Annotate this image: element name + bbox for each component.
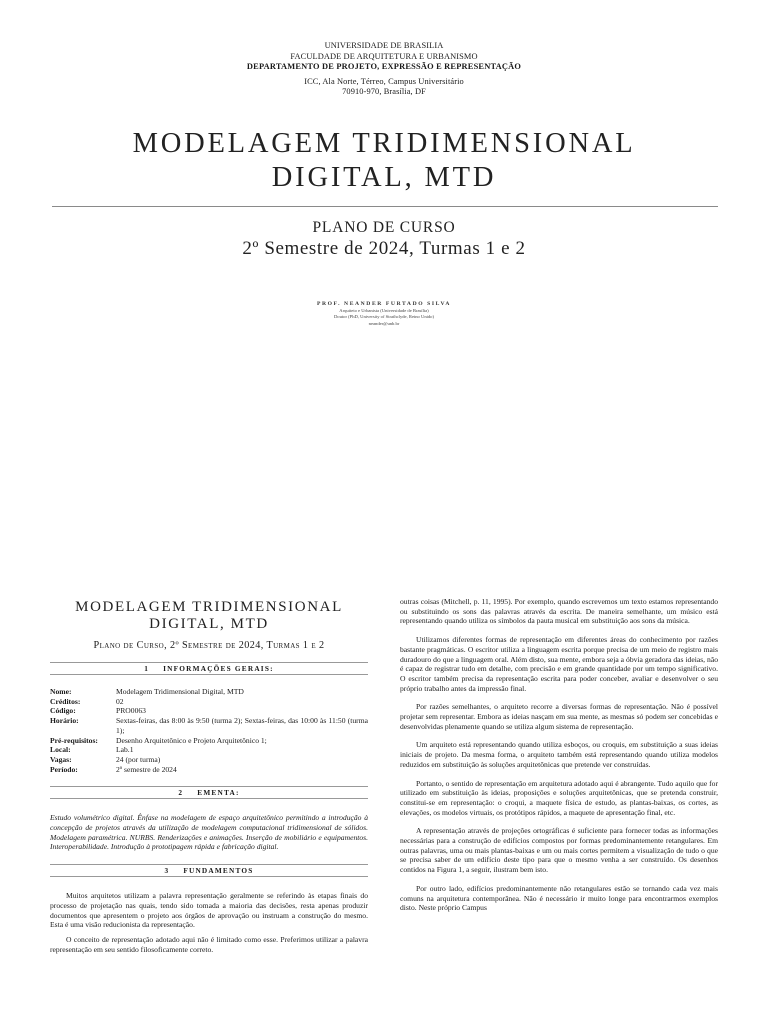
paragraph: O conceito de representação adotado aqui não é limitado como esse. Preferimos utilizar a palavra representação em seu sentido filosoficamente correto. xyxy=(50,934,368,954)
ementa-text: Estudo volumétrico digital. Ênfase na modelagem de espaço arquitetônico permitindo a introdução à concepção de projetos através da utilização de modelagem computacional tridimensional de sólidos. Modelagem paramétrica. NURBS. Renderizações e animações. Inserção de mobiliário e equipamentos. Interoperabilidade. Introdução à prototipagem rápida e fabricação digital. xyxy=(50,813,368,852)
section-heading-ementa xyxy=(50,786,368,799)
section-number: 2 xyxy=(178,788,184,798)
section-heading-info xyxy=(50,662,368,675)
info-value: PRO0063 xyxy=(116,706,146,716)
section-number: 3 xyxy=(164,866,170,876)
author-name: PROF. NEANDER FURTADO SILVA xyxy=(316,301,452,307)
author-credential-2: Doutor (PhD, University of Strathclyde, Reino Unido) xyxy=(333,314,435,320)
address-line-1: ICC, Ala Norte, Térreo, Campus Universitário xyxy=(304,76,464,86)
paragraph: Portanto, o sentido de representação em arquitetura adotado aqui é abrangente. Tudo aquilo que for utilizado em substituição às ideias, proposições e soluções arquitetônicas, que se pretenda construir, constitui-se em representação: o croqui, a maquete física de estudo, as plantas-baixas, os cortes, as elevações, os modelos virtuais, os protótipos rápidos, a maquete de apresentação final, etc. xyxy=(400,778,718,817)
institution-header xyxy=(0,41,768,98)
info-row xyxy=(50,687,368,697)
author-credential-1: Arquiteto e Urbanista (Universidade de Brasília) xyxy=(339,308,429,313)
page-title-line-2: DIGITAL, MTD xyxy=(271,162,497,193)
info-row xyxy=(50,716,368,735)
info-row xyxy=(50,765,368,775)
info-key: Pré-requisitos: xyxy=(50,735,98,745)
faculty-name: FACULDADE DE ARQUITETURA E URBANISMO xyxy=(290,51,478,61)
author-email: neander@unb.br xyxy=(368,320,400,326)
page-title-line-1: MODELAGEM TRIDIMENSIONAL xyxy=(132,128,636,159)
plan-label: PLANO DE CURSO xyxy=(312,219,456,236)
title-divider xyxy=(52,206,718,207)
info-value: 02 xyxy=(116,696,124,706)
info-key: Nome: xyxy=(50,687,72,696)
info-value: Desenho Arquitetônico e Projeto Arquitetônico 1; xyxy=(116,735,267,745)
info-key: Código: xyxy=(50,706,76,716)
document-title-line-2: DIGITAL, MTD xyxy=(149,615,269,632)
info-key: Créditos: xyxy=(50,696,81,706)
paragraph: Utilizamos diferentes formas de representação em diferentes áreas do conhecimento por razões bastante pragmáticas. O escritor utiliza a linguagem escrita porque precisa de um meio de registro mais duradouro do que a linguagem oral. Além disto, sua mente, embora seja a óbvia geradora das ideias, não é capaz de registrar tudo em detalhe, com precisão e em grande quantidade por um tempo significativo. O escritor também precisa da representação escrita para poder conceber, avaliar e desenvolver o seu próprio trabalho antes da impressão final. xyxy=(400,635,718,693)
info-key: Vagas: xyxy=(50,754,72,764)
section-title: INFORMAÇÕES GERAIS: xyxy=(163,664,274,673)
page-title xyxy=(0,127,768,195)
section-title: FUNDAMENTOS xyxy=(183,866,254,876)
info-row xyxy=(50,736,368,746)
right-column xyxy=(400,597,718,913)
section-title: EMENTA: xyxy=(197,788,240,798)
paragraph: Muitos arquitetos utilizam a palavra representação geralmente se referindo às etapas finais do processo de projetação nas quais, tendo sido tomada a maioria das decisões, resta apenas produzir documentos que apresentem o projeto aos órgãos de aprovação ou instruam a construção do mesmo. Esta é uma visão reducionista da representação. xyxy=(50,891,368,930)
general-info-list xyxy=(50,687,368,774)
info-row xyxy=(50,755,368,765)
info-key: Horário: xyxy=(50,716,79,726)
address-line-2: 70910-970, Brasília, DF xyxy=(342,87,426,97)
fundamentos-text-left xyxy=(50,891,368,954)
department-name: DEPARTAMENTO DE PROJETO, EXPRESSÃO E REPRESENTAÇÃO xyxy=(246,62,522,72)
plan-subtitle: 2º Semestre de 2024, Turmas 1 e 2 xyxy=(242,238,526,259)
info-value: 2º semestre de 2024 xyxy=(116,764,177,774)
left-column xyxy=(50,599,368,954)
paragraph: Um arquiteto está representando quando utiliza esboços, ou croquis, em substituição a suas ideias iniciais de projeto. Da mesma forma, o arquiteto também está representando quando utiliza modelos reduzidos em substituição às soluções arquitetônicas que pretende ver construídas. xyxy=(400,740,718,769)
document-title xyxy=(50,599,368,632)
author-block xyxy=(0,300,768,327)
info-key: Período: xyxy=(50,764,78,774)
paragraph: outras coisas (Mitchell, p. 11, 1995). Por exemplo, quando escrevemos um texto estamos representando ou substituindo os sons das palavras através da escrita. De maneira semelhante, um músico está representando quando utiliza os símbolos da pauta musical em substituição aos sons da música. xyxy=(400,597,718,626)
paragraph: Por razões semelhantes, o arquiteto recorre a diversas formas de representação. Não é possível projetar sem representar. Embora as ideias nasçam em sua mente, as mesmas só podem ser concebidas e desenvolvidas plenamente quando se utiliza algum sistema de representação. xyxy=(400,702,718,731)
document-subtitle: Plano de Curso, 2º Semestre de 2024, Turmas 1 e 2 xyxy=(93,640,325,651)
section-heading-fundamentos xyxy=(50,864,368,877)
paragraph: A representação através de projeções ortográficas é suficiente para fornecer todas as informações necessárias para a construção de edifícios compostos por formas predominantemente retangulares. Em outras palavras, uma ou mais plantas-baixas e um ou mais cortes permitem a visualização de tudo o que se precisa saber de um edifício deste tipo para que o mesmo venha a ser construído. Os desenhos contidos na Figura 1, a seguir, ilustram bem isto. xyxy=(400,826,718,875)
document-title-line-1: MODELAGEM TRIDIMENSIONAL xyxy=(75,599,343,615)
info-key: Local: xyxy=(50,745,71,755)
info-row xyxy=(50,697,368,707)
info-value: Modelagem Tridimensional Digital, MTD xyxy=(116,687,244,696)
info-row xyxy=(50,745,368,755)
info-value: Sextas-feiras, das 8:00 às 9:50 (turma 2); Sextas-feiras, das 10:00 às 11:50 (turma 1); xyxy=(116,716,368,735)
info-value: Lab.1 xyxy=(116,745,134,755)
paragraph: Por outro lado, edifícios predominantemente não retangulares estão se tornando cada vez mais comuns na arquitetura contemporânea. Não é necessário ir muito longe para encontrarmos exemplos disto. Neste próprio Campus xyxy=(400,883,718,913)
info-value: 24 (por turma) xyxy=(116,754,161,764)
section-number: 1 xyxy=(144,664,150,673)
university-name: UNIVERSIDADE DE BRASILIA xyxy=(324,41,444,50)
info-row xyxy=(50,706,368,716)
